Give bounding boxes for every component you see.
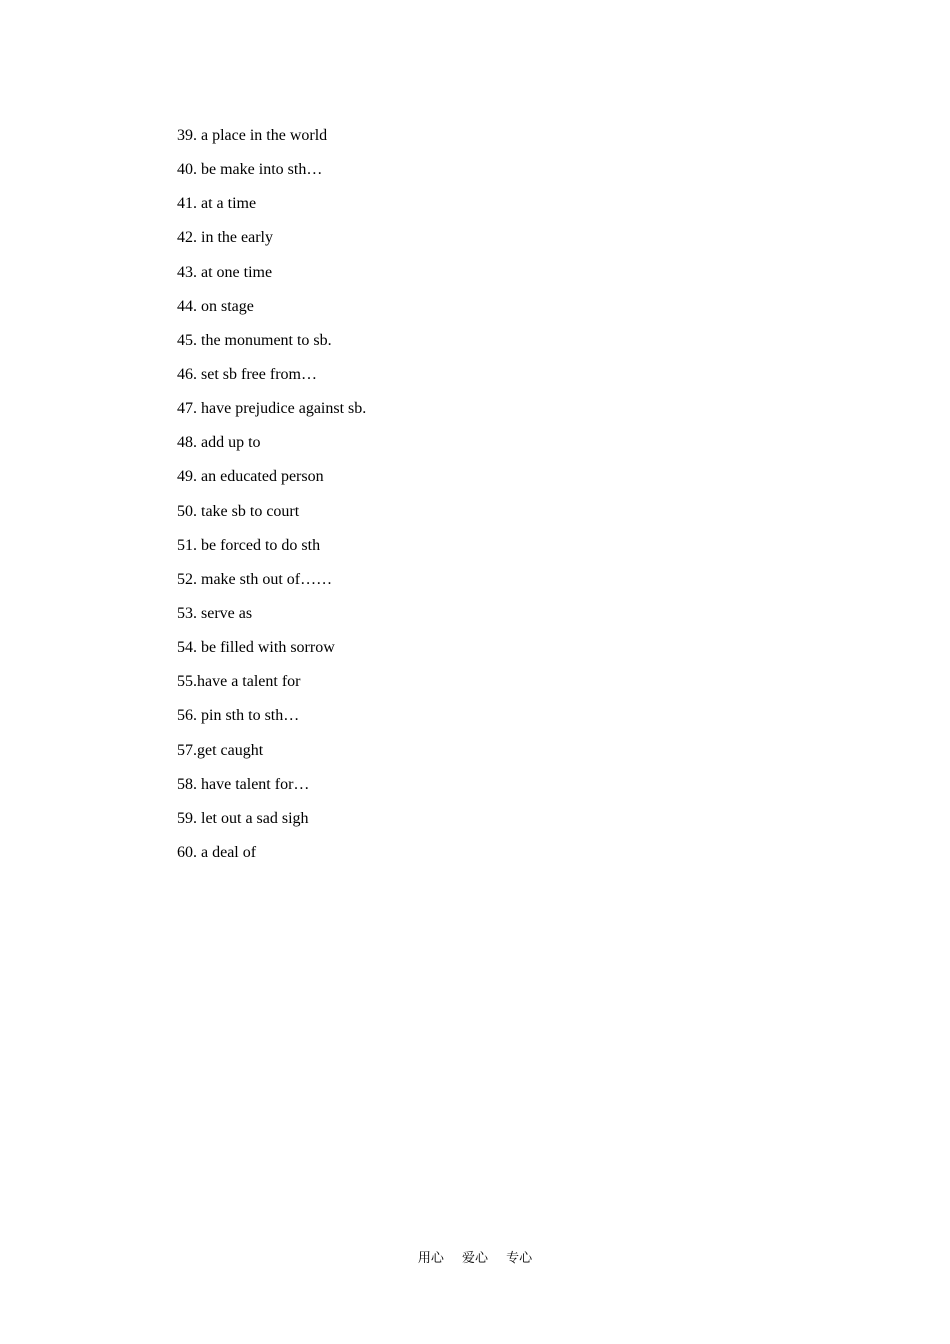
phrase-item: 58. have talent for… bbox=[177, 775, 310, 793]
phrase-item: 39. a place in the world bbox=[177, 127, 328, 144]
phrase-item: 57.get caught bbox=[177, 741, 264, 759]
phrase-item: 51. be forced to do sth bbox=[177, 536, 321, 554]
phrase-item: 60. a deal of bbox=[177, 843, 257, 861]
phrase-item: 40. be make into sth… bbox=[177, 161, 323, 179]
phrase-item: 59. let out a sad sigh bbox=[177, 809, 309, 827]
phrase-item: 56. pin sth to sth… bbox=[177, 707, 300, 725]
phrase-item: 44. on stage bbox=[177, 297, 254, 315]
phrase-item: 53. serve as bbox=[177, 604, 253, 622]
phrase-item: 46. set sb free from… bbox=[177, 365, 317, 383]
phrase-item: 52. make sth out of…… bbox=[177, 570, 333, 588]
phrase-item: 50. take sb to court bbox=[177, 502, 300, 520]
footer-word: 用心 bbox=[417, 1251, 444, 1266]
phrase-item: 47. have prejudice against sb. bbox=[177, 400, 367, 418]
phrase-item: 41. at a time bbox=[177, 195, 257, 213]
phrase-item: 45. the monument to sb. bbox=[177, 331, 332, 349]
phrase-item: 55.have a talent for bbox=[177, 673, 301, 691]
page-footer bbox=[0, 1247, 950, 1266]
phrase-item: 54. be filled with sorrow bbox=[177, 639, 335, 657]
phrase-item: 42. in the early bbox=[177, 229, 273, 247]
phrase-item: 49. an educated person bbox=[177, 468, 324, 486]
footer-word: 专心 bbox=[506, 1251, 533, 1266]
phrase-list bbox=[177, 124, 366, 875]
phrase-item: 43. at one time bbox=[177, 263, 273, 281]
footer-word: 爱心 bbox=[461, 1251, 488, 1266]
phrase-item: 48. add up to bbox=[177, 434, 261, 452]
